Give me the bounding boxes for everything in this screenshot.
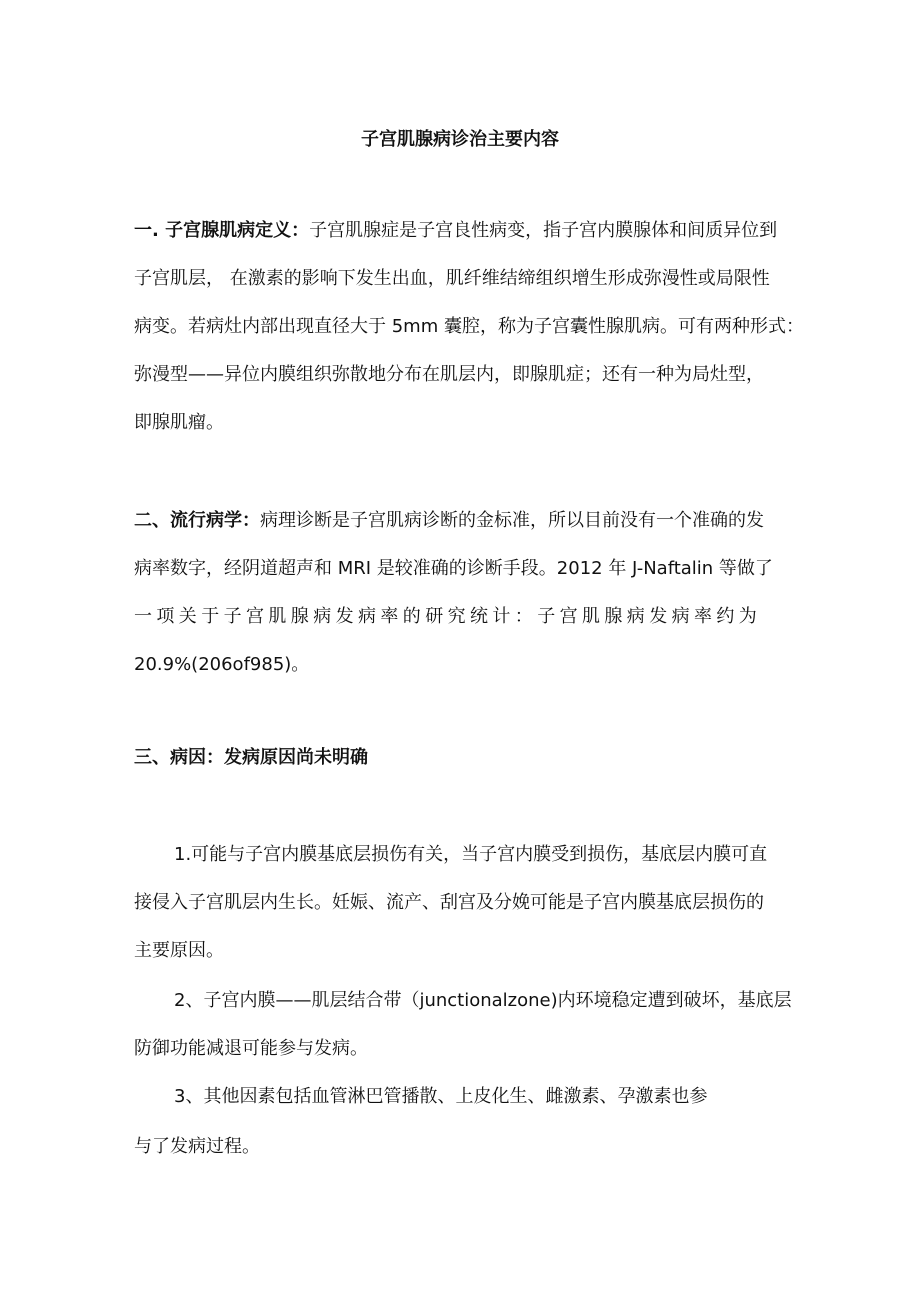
document-title: 子宫肌腺病诊治主要内容 xyxy=(361,129,559,150)
paragraph-line: 与了发病过程。 xyxy=(134,1136,260,1157)
section-text: 病理诊断是子宫肌病诊断的金标准，所以目前没有一个准确的发 xyxy=(260,510,764,531)
paragraph-line: 1.可能与子宫内膜基底层损伤有关，当子宫内膜受到损伤，基底层内膜可直 xyxy=(174,844,768,865)
paragraph-line: 弥漫型——异位内膜组织弥散地分布在肌层内，即腺肌症；还有一种为局灶型， xyxy=(134,364,764,385)
paragraph-line: 主要原因。 xyxy=(134,940,224,961)
section-heading: 二、流行病学： xyxy=(134,510,260,531)
etiology-item-1 xyxy=(134,831,790,975)
paragraph-line: 一项关于子宫肌腺病发病率的研究统计：子宫肌腺病发病率约为 xyxy=(134,606,762,627)
section-epidemiology xyxy=(134,497,790,689)
paragraph-line: 子宫肌层， 在激素的影响下发生出血，肌纤维结缔组织增生形成弥漫性或局限性 xyxy=(134,268,770,289)
paragraph-line: 病变。若病灶内部出现直径大于 5mm 囊腔，称为子宫囊性腺肌病。可有两种形式： xyxy=(134,316,804,337)
section-text: 子宫肌腺症是子宫良性病变，指子宫内膜腺体和间质异位到 xyxy=(309,220,778,241)
paragraph-line: 2、子宫内膜——肌层结合带（junctionalzone)内环境稳定遭到破坏，基底层 xyxy=(174,990,792,1011)
paragraph-line xyxy=(134,207,790,255)
section-heading: 三、病因：发病原因尚未明确 xyxy=(134,747,368,768)
paragraph-line: 防御功能减退可能参与发病。 xyxy=(134,1038,368,1059)
paragraph-line: 病率数字，经阴道超声和 MRI 是较准确的诊断手段。2012 年 J-Naftalin 等做了 xyxy=(134,558,773,579)
section-etiology xyxy=(134,734,790,782)
section-heading: 一. 子宫腺肌病定义： xyxy=(134,220,310,241)
section-definition xyxy=(134,207,804,447)
etiology-item-2 xyxy=(134,977,790,1073)
paragraph-line: 3、其他因素包括血管淋巴管播散、上皮化生、雌激素、孕激素也参 xyxy=(174,1086,708,1107)
paragraph-line xyxy=(134,497,790,545)
paragraph-line: 接侵入子宫肌层内生长。妊娠、流产、刮宫及分娩可能是子宫内膜基底层损伤的 xyxy=(134,892,764,913)
paragraph-line: 20.9%(206of985)。 xyxy=(134,654,310,675)
etiology-item-3 xyxy=(134,1073,790,1171)
paragraph-line: 即腺肌瘤。 xyxy=(134,412,224,433)
